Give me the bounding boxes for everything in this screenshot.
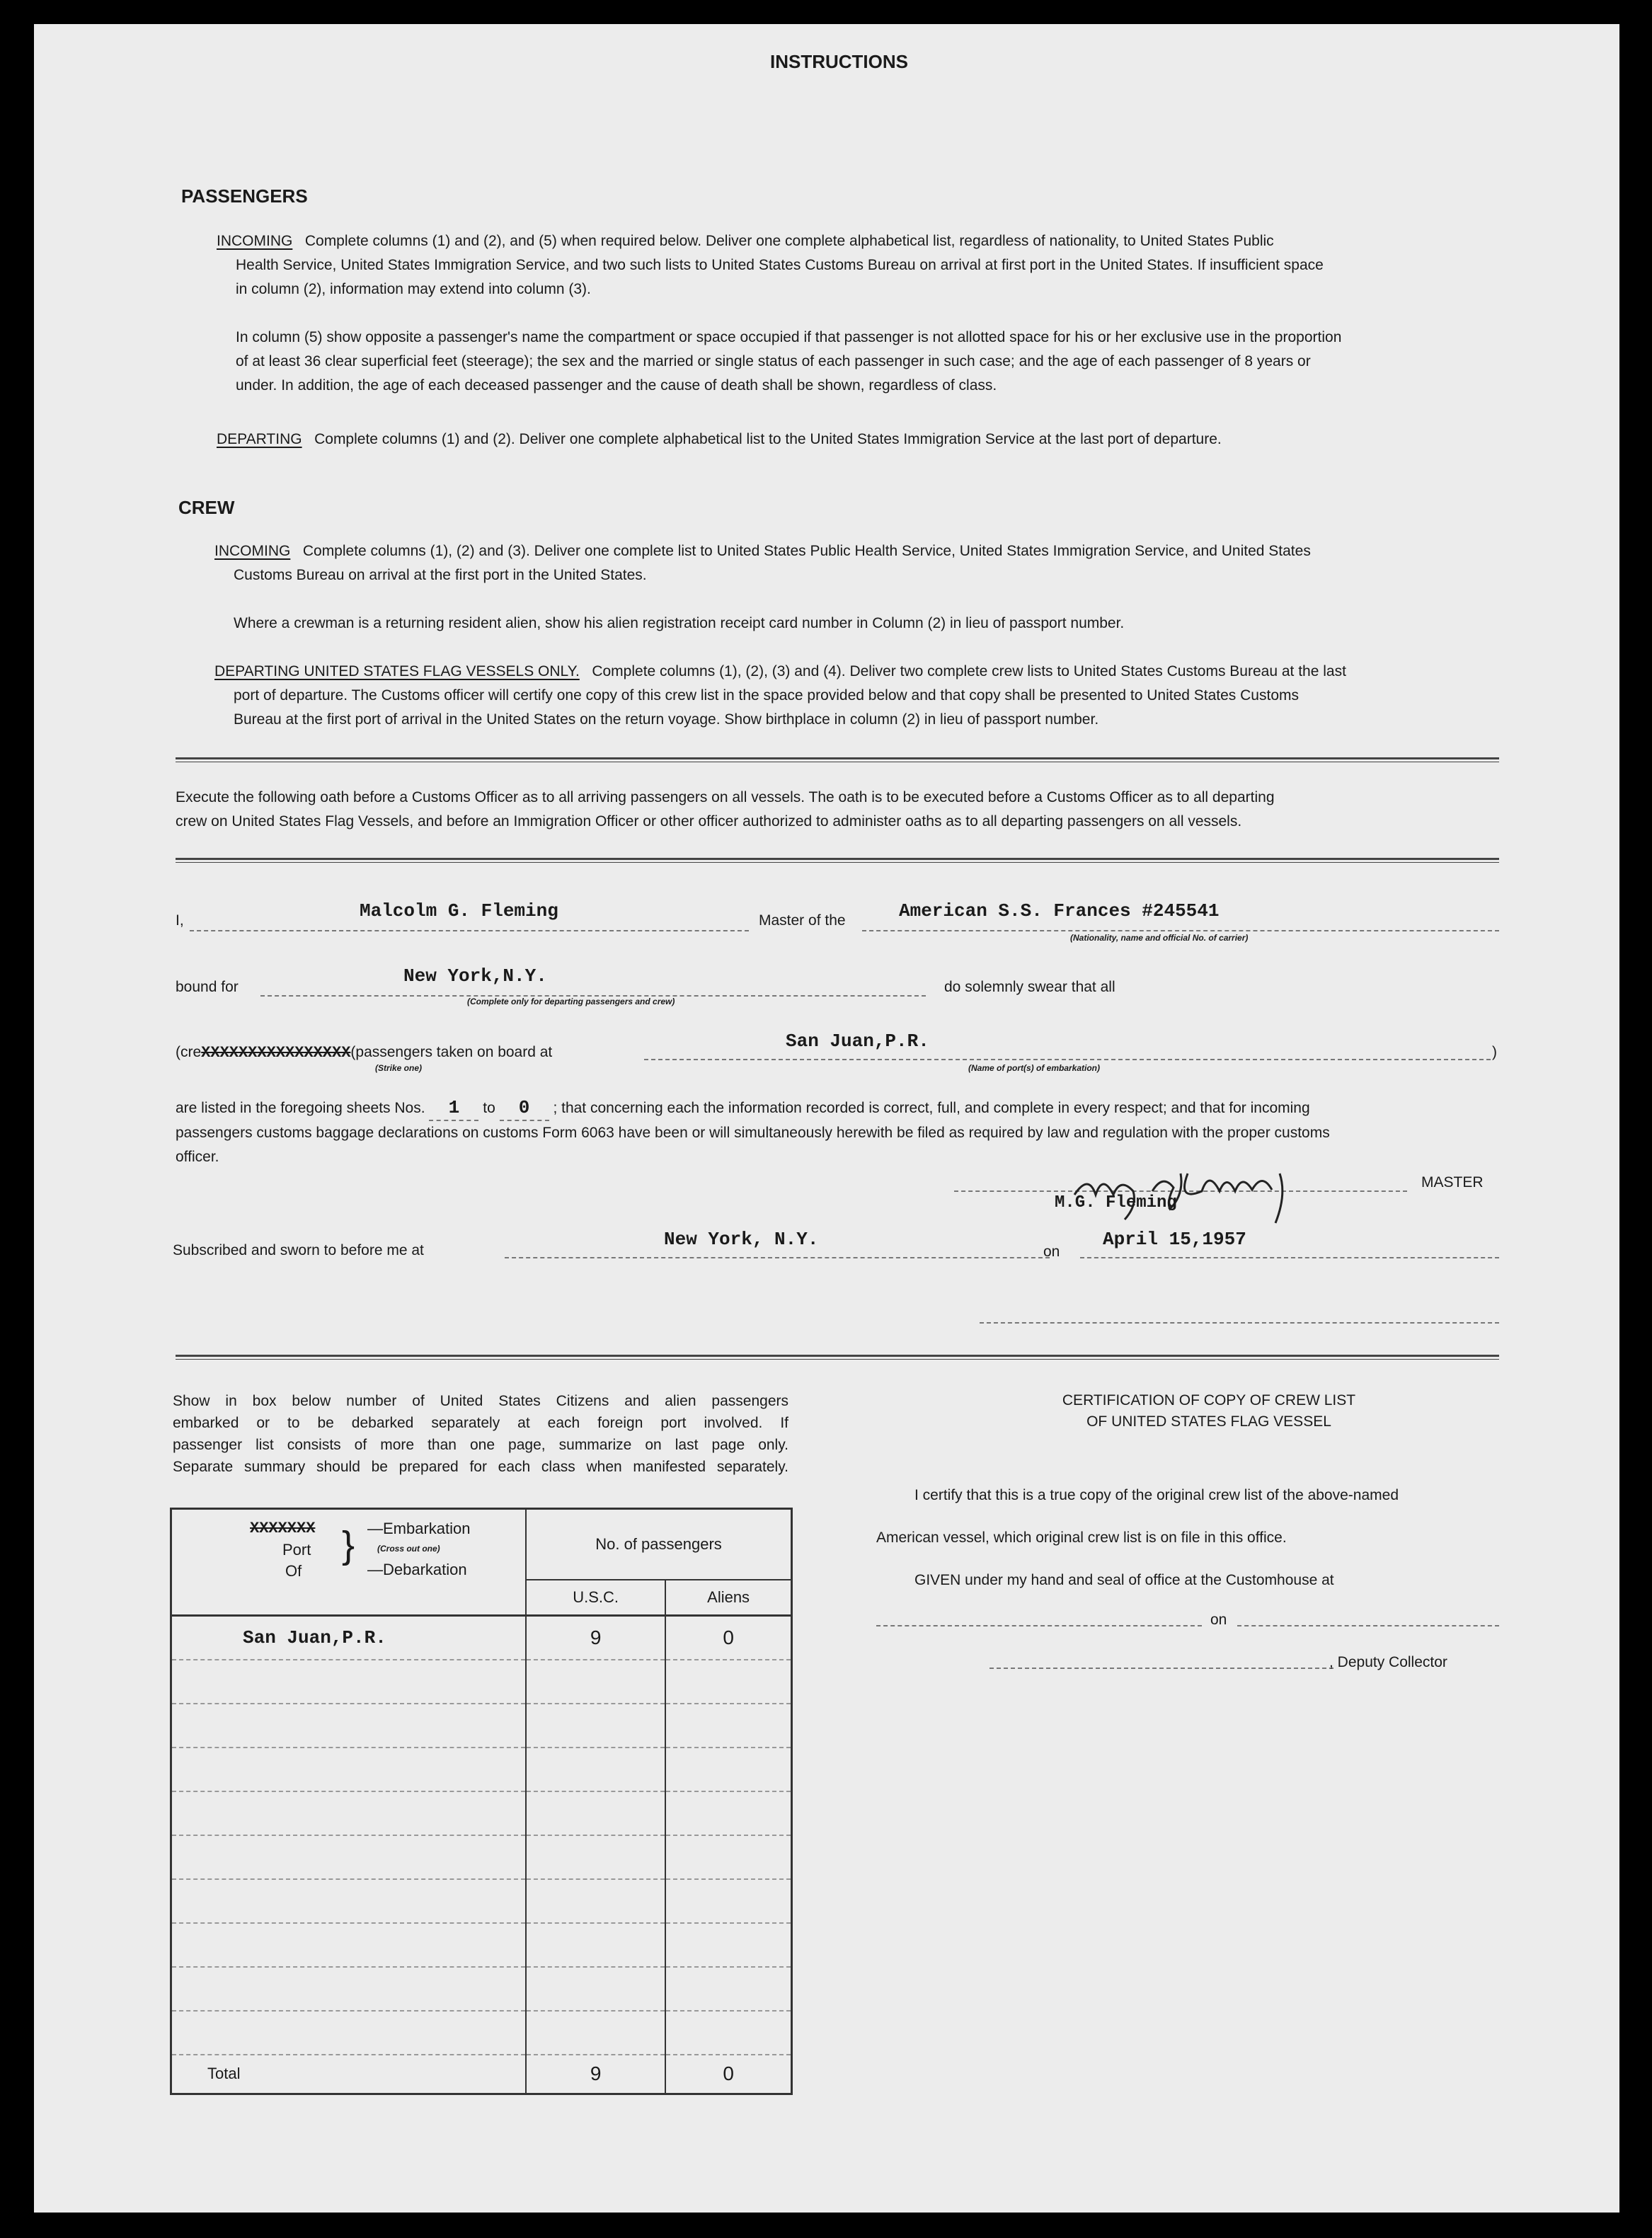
- bound-for-value[interactable]: New York,N.Y.: [403, 965, 547, 987]
- summary-intro: Show in box below number of United States Citizens and alien passengers embarked or to be debarked separately at each foreign port involved. If passenger list consists of more than one page, summarize on last page only. Separate summary should be prepared for each class when manifested separately.: [173, 1393, 788, 1475]
- divider-rule: [176, 757, 1499, 762]
- master-name-line: [190, 930, 749, 931]
- oath-line3: officer.: [176, 1149, 219, 1165]
- passengers-departing-line: DEPARTING Complete columns (1) and (2). Deliver one complete alphabetical list to the United States Immigration Service at the last port of departure.: [217, 431, 1222, 447]
- signature-typed-name: M.G. Fleming: [1055, 1193, 1177, 1212]
- officer-signature-line: [980, 1322, 1499, 1324]
- vessel-line: [862, 930, 1499, 931]
- master-name-value[interactable]: Malcolm G. Fleming: [360, 900, 558, 922]
- table-row: [171, 1660, 792, 1704]
- sheet-to-value[interactable]: 0: [500, 1096, 549, 1121]
- oath-i-label: I,: [176, 912, 184, 929]
- bound-for-label: bound for: [176, 979, 239, 995]
- table-row: [171, 1615, 792, 1660]
- port-line: [644, 1059, 1491, 1060]
- table-row: [171, 1835, 792, 1879]
- vessel-caption: (Nationality, name and official No. of carrier): [1070, 933, 1249, 943]
- passengers-incoming-line3: in column (2), information may extend into column (3).: [236, 281, 591, 297]
- table-row: [171, 1704, 792, 1748]
- port-caption: (Name of port(s) of embarkation): [968, 1063, 1101, 1073]
- aliens-header: Aliens: [707, 1588, 750, 1606]
- master-label: MASTER: [1421, 1174, 1484, 1190]
- port-header-cell: [171, 1509, 527, 1616]
- passengers-incoming-line2: Health Service, United States Immigration Service, and two such lists to United States Customs Bureau on arrival at first port in the United States. If insufficient space: [236, 257, 1324, 273]
- crew-departing-label: DEPARTING UNITED STATES FLAG VESSELS ONLY.: [214, 663, 580, 679]
- sworn-place-line: [505, 1257, 1050, 1258]
- port-value[interactable]: San Juan,P.R.: [786, 1031, 929, 1052]
- crew-passengers-line: (creXXXXXXXXXXXXXXXX(passengers taken on board at: [176, 1044, 553, 1062]
- port-label: Port: [282, 1541, 311, 1559]
- strike-caption: (Strike one): [375, 1063, 423, 1073]
- total-usc: 9: [526, 2055, 665, 2094]
- sworn-date-value[interactable]: April 15,1957: [1103, 1229, 1246, 1250]
- certification-on-label: on: [1210, 1612, 1227, 1628]
- sworn-on-label: on: [1043, 1244, 1060, 1260]
- table-row: [171, 1923, 792, 1967]
- certification-date-line[interactable]: [1237, 1625, 1499, 1626]
- cross-out-label: (Cross out one): [377, 1544, 440, 1554]
- crew-incoming-line1: INCOMING Complete columns (1), (2) and (3). Deliver one complete list to United States Public Health Service, United States Immigration Service, and United States: [214, 543, 1311, 559]
- embarkation-label: —Embarkation: [367, 1520, 471, 1537]
- document-page: [34, 24, 1619, 2213]
- total-label: Total: [171, 2055, 527, 2094]
- table-row: [171, 1791, 792, 1835]
- deputy-signature-line[interactable]: [990, 1668, 1333, 1669]
- column5-line2: of at least 36 clear superficial feet (steerage); the sex and the married or single status of each passenger in such case; and the age of each passenger of 8 years or: [236, 353, 1311, 369]
- passengers-departing-label: DEPARTING: [217, 431, 302, 447]
- no-passengers-header: No. of passengers: [526, 1509, 791, 1580]
- handwritten-signature: [1067, 1152, 1336, 1230]
- deputy-collector-label: , Deputy Collector: [1329, 1654, 1447, 1670]
- oath-instruction-line2: crew on United States Flag Vessels, and before an Immigration Officer or other officer authorized to administer oaths as to all departing passengers on all vessels.: [176, 813, 1242, 830]
- crew-heading: CREW: [178, 497, 235, 518]
- swear-text: do solemnly swear that all: [944, 979, 1115, 995]
- sworn-date-line: [1080, 1257, 1499, 1258]
- instructions-title: INSTRUCTIONS: [770, 51, 908, 72]
- certification-title-line1: CERTIFICATION OF COPY OF CREW LIST: [1062, 1392, 1356, 1408]
- passengers-incoming-line1: INCOMING Complete columns (1) and (2), and (5) when required below. Deliver one complete alphabetical list, regardless of nationality, to United States Public: [217, 233, 1274, 249]
- row-usc: 9: [526, 1615, 665, 1660]
- row-port: San Juan,P.R.: [171, 1615, 527, 1660]
- crew-departing-line2: port of departure. The Customs officer will certify one copy of this crew list in the space provided below and that copy shall be presented to United States Customs: [234, 687, 1299, 704]
- vessel-value[interactable]: American S.S. Frances #245541: [899, 900, 1220, 922]
- bound-for-caption: (Complete only for departing passengers and crew): [467, 997, 675, 1006]
- certification-title-line2: OF UNITED STATES FLAG VESSEL: [1086, 1413, 1331, 1430]
- passenger-summary-table: [170, 1508, 793, 2095]
- usc-header: U.S.C.: [526, 1580, 665, 1616]
- subscribed-label: Subscribed and sworn to before me at: [173, 1242, 424, 1258]
- listed-line: are listed in the foregoing sheets Nos. 1 to 0 ; that concerning each the information recorded is correct, full, and complete in every respect; and that for incoming: [176, 1096, 1310, 1121]
- struck-crew-text: XXXXXXXXXXXXXXXX: [201, 1044, 351, 1062]
- total-row: [171, 2055, 792, 2094]
- column5-line3: under. In addition, the age of each deceased passenger and the cause of death shall be shown, regardless of class.: [236, 377, 997, 394]
- crew-departing-line1: DEPARTING UNITED STATES FLAG VESSELS ONLY. Complete columns (1), (2), (3) and (4). Deliver two complete crew lists to United States Customs Bureau at the last: [214, 663, 1346, 679]
- master-of-label: Master of the: [759, 912, 846, 929]
- crew-departing-line3: Bureau at the first port of arrival in the United States on the return voyage. Show birthplace in column (2) in lieu of passport number.: [234, 711, 1099, 728]
- certification-line2: American vessel, which original crew list is on file in this office.: [876, 1530, 1287, 1546]
- oath-instruction-line1: Execute the following oath before a Customs Officer as to all arriving passengers on all vessels. The oath is to be executed before a Customs Officer as to all departing: [176, 789, 1275, 805]
- crew-incoming-label: INCOMING: [214, 543, 291, 559]
- row-aliens: 0: [665, 1615, 791, 1660]
- table-row: [171, 1967, 792, 2011]
- sworn-place-value[interactable]: New York, N.Y.: [664, 1229, 819, 1250]
- certification-line1: I certify that this is a true copy of the original crew list of the above-named: [914, 1487, 1399, 1503]
- struck-word: XXXXXXX: [250, 1520, 316, 1537]
- oath-line2: passengers customs baggage declarations on customs Form 6063 have been or will simultaneously herewith be filed as required by law and regulation with the proper customs: [176, 1125, 1330, 1141]
- certification-line3: GIVEN under my hand and seal of office at the Customhouse at: [914, 1572, 1334, 1588]
- divider-rule: [176, 858, 1499, 863]
- debarkation-label: —Debarkation: [367, 1561, 467, 1578]
- total-aliens: 0: [723, 2062, 734, 2085]
- passengers-heading: PASSENGERS: [181, 185, 308, 207]
- close-paren: ): [1492, 1044, 1497, 1060]
- table-row: [171, 1879, 792, 1923]
- of-label: Of: [285, 1562, 302, 1580]
- customhouse-line[interactable]: [876, 1625, 1202, 1626]
- table-row: [171, 1748, 792, 1791]
- sheet-from-value[interactable]: 1: [429, 1096, 478, 1121]
- passengers-incoming-label: INCOMING: [217, 233, 293, 249]
- crew-incoming-line2: Customs Bureau on arrival at the first port in the United States.: [234, 567, 647, 583]
- crew-alien-text: Where a crewman is a returning resident alien, show his alien registration receipt card number in Column (2) in lieu of passport number.: [234, 615, 1125, 631]
- table-row: [171, 2011, 792, 2055]
- column5-line1: In column (5) show opposite a passenger's name the compartment or space occupied if that passenger is not allotted space for his or her exclusive use in the proportion: [236, 329, 1342, 345]
- divider-rule: [176, 1355, 1499, 1360]
- brace-icon: }: [342, 1524, 355, 1566]
